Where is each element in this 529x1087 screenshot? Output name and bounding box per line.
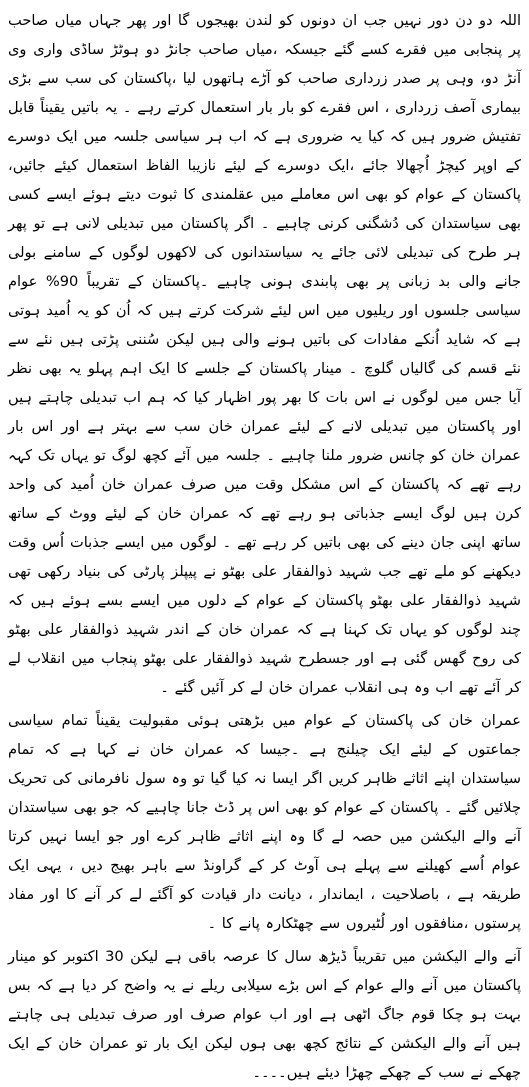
paragraph-1: اللہ دو دن دور نہیں جب ان دونوں کو لندن بھیجوں گا اور پھر جہاں میاں صاحب پر پنجابی میں فقرے کسے گئے جیسکہ ،میاں صاحب جانڑ دو ہوٹڑ ساڈی واری وی آنڑ دو، وہی پر صدر زرداری صاحب کو آڑے ہاتھوں لیا ،پاکستان کی سب سے بڑی بیماری آصف زرداری ، اس فقرے کو بار بار استعمال کرتے رہے ۔ یہ باتیں یقیناً قابل تفتیش ضرور ہیں کہ کیا یہ ضروری ہے کہ اب ہر سیاسی جلسہ میں ایک دوسرے کے اوپر کیچڑ اُچھالا جائے ،ایک دوسرے کے لیئے نازیبا الفاظ استعمال کیئے جائیں، پاکستان کے عوام کو بھی اس معاملے میں عقلمندی کا ثبوت دیتے ہوئے ایسے کسی بھی سیاستدان کی دُشگنی کرنی چاہیے ۔ اگر پاکستان میں تبدیلی لانی ہے تو پھر ہر طرح کی تبدیلی لائی جائے یہ سیاستدانوں کی لاکھوں لوگوں کے سامنے بولی جانے والی بد زبانی پر بھی پابندی ہونی چاہیے ۔پاکستان کے تقریباً 90% عوام سیاسی جلسوں اور ریلیوں میں اس لیئے شرکت کرتے ہیں کہ اُن کو یہ اُمید ہوتی ہے کہ شاید اُنکے مفادات کی باتیں ہونے والی ہیں لیکن سُننی پڑتی ہیں نئے سے نئے قسم کی گالیاں گلوچ ۔ مینار پاکستان کے جلسے کا ایک اہم پہلو یہ بھی نظر آیا جس میں لوگوں نے اس بات کا بھر پور اظہار کیا کہ ہم اب تبدیلی چاہتے ہیں اور پاکستان میں تبدیلی لانے کے لیئے عمران خان سب سے بہتر ہے اور اس بار عمران خان کو چانس ضرور ملنا چاہیے ۔ جلسہ میں آئے کچھ لوگ تو یہاں تک کہہ رہے تھے کہ پاکستان کے اس مشکل وقت میں صرف عمران خان اُمید کی واحد کرن ہیں لوگ ایسے جذباتی ہو رہے تھے کہ عمران خان کے لیئے ووٹ کے ساتھ ساتھ اپنی جان دینے کی بھی باتیں کر رہے تھے ۔ لوگوں میں ایسے جذبات اُس وقت دیکھنے کو ملے تھے جب شہید ذوالفقار علی بھٹو نے پیپلز پارٹی کی بنیاد رکھی تھی شہید ذوالفقار علی بھٹو پاکستان کے عوام کے دلوں میں ایسے بسے ہوئے ہیں کہ چند لوگوں کو یہاں تک کہنا ہے کہ عمران خان کے اندر شہید ذوالفقار علی بھٹو کی روح گھس گئی ہے اور جسطرح شہید ذوالفقار علی بھٹو پنجاب میں انقلاب لے کر آئے تھے اب وہ ہی انقلاب عمران خان لے کر آئیں گئے ۔ xyxy=(8,12,521,696)
paragraph-3: آنے والے الیکشن میں تقریباً ڈیڑھ سال کا عرصہ باقی ہے لیکن 30 اکتوبر کو مینار پاکستان میں آنے والے عوام کے اس بڑے سیلابی ریلے نے یہ واضح کر دیا ہے کہ بس بہت ہو چکا قوم جاگ اٹھی ہے اور اب عوام صرف اور صرف تبدیلی ہی چاہتے ہیں آنے والے الیکشن کے نتائج کچھ بھی ہوں لیکن ایک بار تو عمران خان کے ایک چھکے نے سب کے چھکے چھڑا دیئے ہیں۔۔۔۔ xyxy=(8,948,521,1081)
paragraph-2: عمران خان کی پاکستان کے عوام میں بڑھتی ہوئی مقبولیت یقیناً تمام سیاسی جماعتوں کے لیئے ایک چیلنج ہے ۔جیسا کہ عمران خان نے کہا ہے کہ تمام سیاستدان اپنے اثاثے ظاہر کریں اگر ایسا نہ کیا گیا تو وہ سول نافرمانی کی تحریک چلائیں گئے ۔ پاکستان کے عوام کو بھی اس پر ڈٹ جانا چاہیے کہ جو بھی سیاستدان آنے والے الیکشن میں حصہ لے گا وہ اپنے اثاثے ظاہر کرے اور جو ایسا نہیں کرتا عوام اُسے کھیلنے سے پہلے ہی آوٹ کر کے گراونڈ سے باہر بھیج دیں ، یہی ایک طریقہ ہے ، باصلاحیت ، ایماندار ، دیانت دار قیادت کو آگئے لے کر آنے کا اور مفاد پرستوں ،منافقوں اور لُٹیروں سے چھٹکارہ پانے کا ۔ xyxy=(8,712,521,932)
